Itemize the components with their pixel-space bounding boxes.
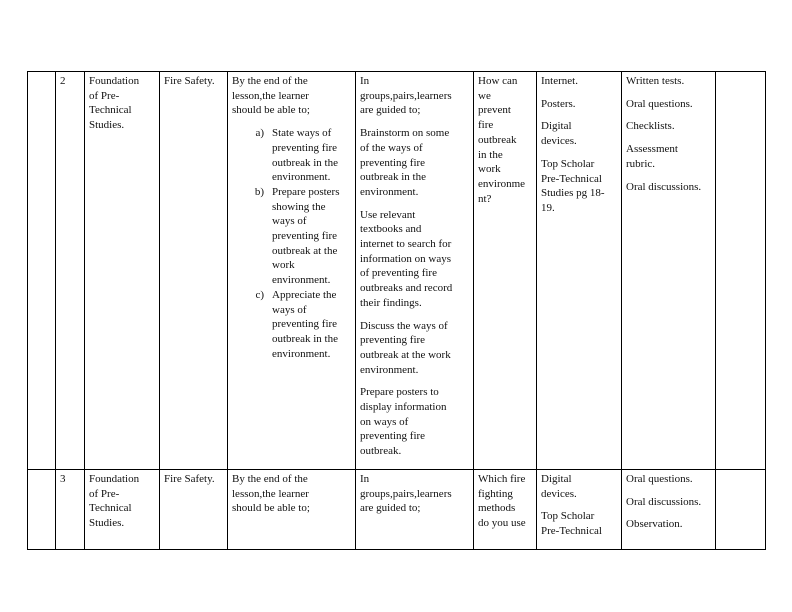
outcomes-list	[232, 126, 351, 361]
lesson-number: 3	[56, 469, 85, 549]
outcome-text: Prepare posters showing the ways of preventing fire outbreak at the work environment.	[272, 185, 340, 287]
list-item	[232, 126, 351, 185]
assessment: Oral questions.	[626, 472, 693, 485]
resource: Digital devices.	[541, 472, 577, 500]
outcome-text: State ways of preventing fire outbreak in the environment.	[272, 127, 338, 184]
assessment: Checklists.	[626, 120, 675, 133]
list-item	[232, 185, 351, 288]
strand-cell: Foundation of Pre- Technical Studies.	[85, 469, 160, 549]
table-row	[28, 469, 766, 549]
remarks-cell	[716, 469, 766, 549]
scheme-of-work-table	[27, 71, 766, 550]
learning-outcomes-cell: By the end of the lesson,the learner should be able to;	[228, 469, 356, 549]
list-item	[232, 288, 351, 362]
assessment: Observation.	[626, 518, 683, 531]
experience: Use relevant textbooks and internet to search for information on ways of preventing fire outbreaks and record their findings.	[360, 208, 453, 309]
outcome-text: Appreciate the ways of preventing fire outbreak in the environment.	[272, 288, 338, 360]
resource: Posters.	[541, 97, 576, 110]
assessment: Oral discussions.	[626, 495, 702, 508]
assessment: Oral discussions.	[626, 180, 702, 193]
week-cell	[28, 469, 56, 549]
experience: In groups,pairs,learners are guided to;	[360, 75, 452, 117]
assessment-cell	[622, 469, 716, 549]
resource: Digital devices.	[541, 120, 577, 148]
key-inquiry-cell: How can we prevent fire outbreak in the work environme nt?	[474, 72, 537, 470]
lesson-number: 2	[56, 72, 85, 470]
list-marker: b)	[254, 185, 264, 198]
assessment: Assessment rubric.	[626, 143, 678, 170]
key-inquiry-cell: Which fire fighting methods do you use	[474, 469, 537, 549]
table-row	[28, 72, 766, 470]
experience: Brainstorm on some of the ways of preventing fire outbreak in the environment.	[360, 127, 450, 198]
learning-outcomes-cell	[228, 72, 356, 470]
list-marker: a)	[255, 127, 264, 140]
substrand-cell: Fire Safety.	[160, 469, 228, 549]
assessment-cell	[622, 72, 716, 470]
substrand-cell: Fire Safety.	[160, 72, 228, 470]
list-marker: c)	[255, 288, 264, 301]
resource: Top Scholar Pre-Technical Studies pg 18- 19.	[541, 157, 605, 214]
experience: Prepare posters to display information on ways of preventing fire outbreak.	[360, 386, 447, 458]
outcomes-intro: By the end of the lesson,the learner should be able to;	[232, 75, 310, 117]
resource: Top Scholar Pre-Technical	[541, 510, 602, 537]
remarks-cell	[716, 72, 766, 470]
assessment: Oral questions.	[626, 97, 693, 110]
resource: Internet.	[541, 75, 578, 87]
learning-experiences-cell	[356, 72, 474, 470]
assessment: Written tests.	[626, 75, 685, 87]
experience: Discuss the ways of preventing fire outbreak at the work environment.	[360, 319, 451, 376]
resources-cell	[537, 469, 622, 549]
strand-cell: Foundation of Pre- Technical Studies.	[85, 72, 160, 470]
week-cell	[28, 72, 56, 470]
learning-experiences-cell: In groups,pairs,learners are guided to;	[356, 469, 474, 549]
resources-cell	[537, 72, 622, 470]
